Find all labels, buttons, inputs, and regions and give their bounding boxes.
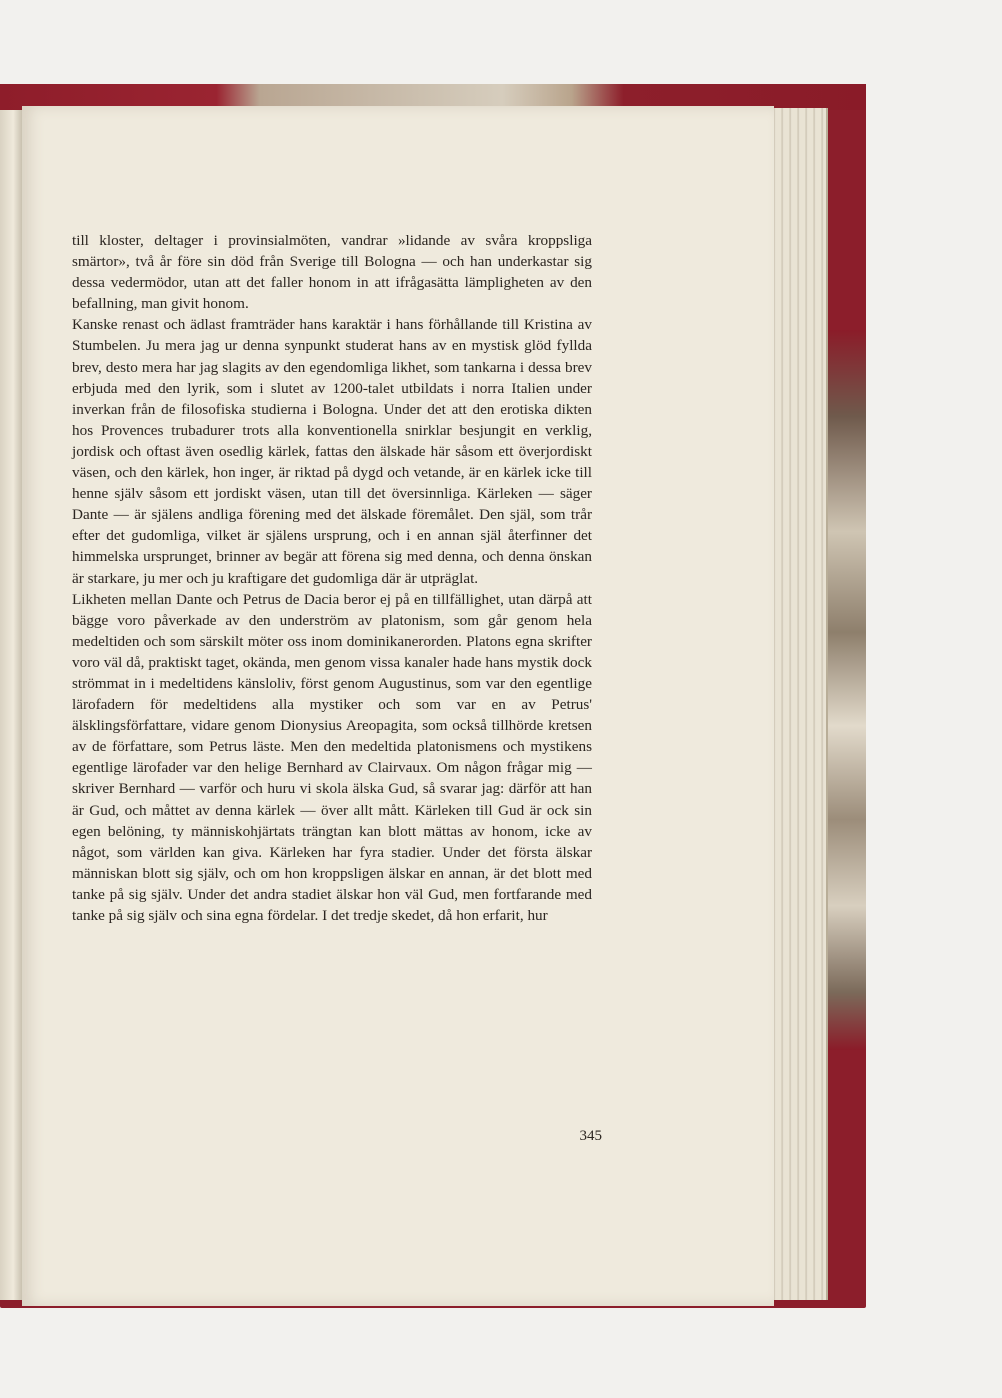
book-page [22,106,774,1306]
paragraph: till kloster, deltager i provinsialmöten, vandrar »lidande av svåra kroppsliga smärtor», två år före sin död från Sverige till Bologna — och han underkastar sig dessa vedermödor, utan att det faller honom in att ifrågasätta lämpligheten av den befallning, man givit honom. [72,232,592,313]
paragraph: Kanske renast och ädlast framträder hans karaktär i hans förhållande till Kristina av Stumbelen. Ju mera jag ur denna synpunkt studerat hans av en mystisk glöd fyllda brev, desto mera har jag slagits av den egendomliga likhet, som tankarna i dessa brev erbjuda med den lyrik, som i slutet av 1200-talet utbildats i norra Italien under inverkan från de filosofiska studierna i Bologna. Under det att den erotiska dikten hos Provences trubadurer trots alla konventionella snirklar besjungit en verklig, jordisk och oftast även osedlig kärlek, fattas den älskade här såsom ett överjordiskt väsen, och den kärlek, hon inger, är riktad på dygd och vetande, är en kärlek icke till henne själv såsom ett jordiskt väsen, utan till det översinnliga. Kärleken — säger Dante — är själens andliga förening med det älskade föremålet. Den själ, som trår efter det gudomliga, vilket är själens ursprung, och i en annan själ återfinner det himmelska ursprunget, brinner av begär att förena sig med denna, och denna önskan är starkare, ju mer och ju kraftigare det gudomliga där är utpräglat. [72,316,592,587]
marbled-endpaper [826,330,866,1050]
body-text [72,230,592,926]
page-number: 345 [579,1128,602,1144]
left-page-edge [0,110,22,1300]
paragraph: Likheten mellan Dante och Petrus de Dacia beror ej på en tillfällighet, utan därpå att bägge voro påverkade av den underström av platonism, som går genom hela medeltiden och som särskilt möter oss inom dominikanerorden. Platons egna skrifter voro väl då, praktiskt taget, okända, men genom vissa kanaler hade hans mystik dock strömmat in i medeltidens känsloliv, först genom Augustinus, som var den egentlige lärofadern för medeltidens alla mystiker och som var en av Petrus' älsklingsförfattare, vidare genom Dionysius Areopagita, som också tillhörde kretsen av de författare, som Petrus läste. Men den medeltida platonismens och mystikens egentlige lärofader var den helige Bernhard av Clairvaux. Om någon frågar mig — skriver Bernhard — varför och huru vi skola älska Gud, så svarar jag: därför att han är Gud, och måttet av denna kärlek — över allt mått. Kärleken till Gud är ock sin egen belöning, ty människohjärtats trängtan kan blott mättas av honom, icke av något, som världen kan giva. Kärleken har fyra stadier. Under det första älskar människan blott sig själv, och om hon kroppsligen älskar en annan, är det blott med tanke på sig själv. Under det andra stadiet älskar hon väl Gud, men fortfarande med tanke på sig själv och sina egna fördelar. I det tredje skedet, då hon erfarit, hur [72,590,592,924]
